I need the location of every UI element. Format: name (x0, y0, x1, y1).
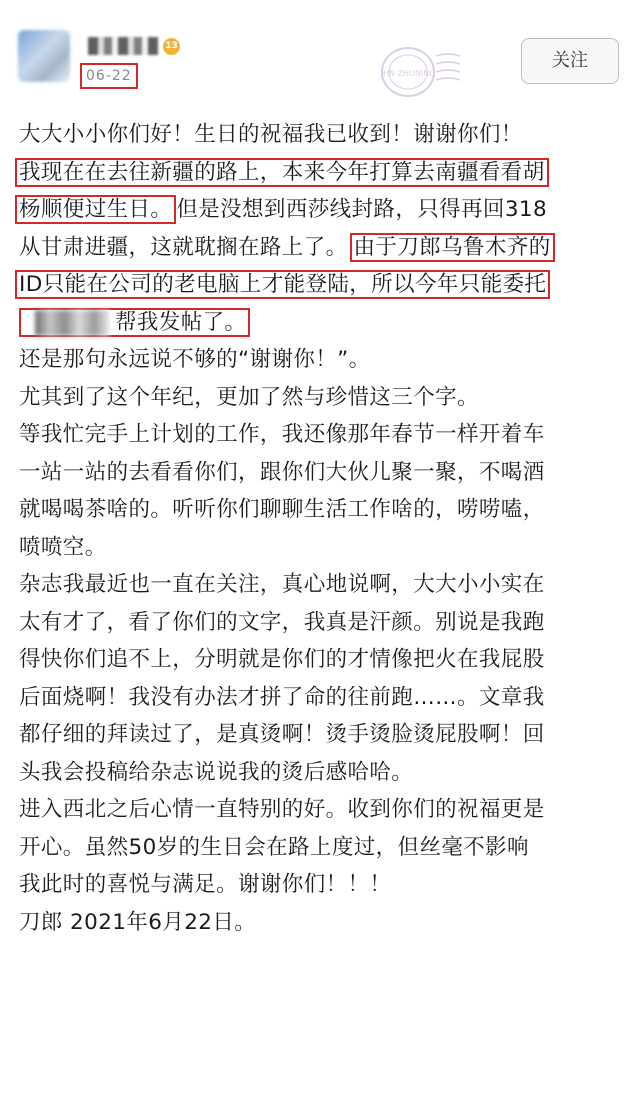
highlight-box: 由于刀郎乌鲁木齐的 (350, 233, 555, 262)
post-line: 刀郎 2021年6月22日。 (19, 909, 257, 935)
post-line (19, 154, 629, 192)
post-line (19, 266, 629, 304)
post-line: 太有才了，看了你们的文字，我真是汗颜。别说是我跑 (19, 609, 545, 635)
post-line: 喷喷空。 (19, 534, 107, 560)
post-header (0, 0, 640, 100)
avatar-blurred[interactable] (18, 30, 70, 82)
post-line: 头我会投稿给杂志说说我的烫后感哈哈。 (19, 759, 414, 785)
post-line: 进入西北之后心情一直特别的好。收到你们的祝福更是 (19, 797, 545, 822)
post-line: 就喝喝茶啥的。听听你们聊聊生活工作啥的，唠唠嗑， (19, 497, 545, 522)
post-line: 从甘肃进疆，这就耽搁在路上了。 由于刀郎乌鲁木齐的 (19, 229, 629, 267)
highlight-box: ID只能在公司的老电脑上才能登陆，所以今年只能委托 (15, 270, 550, 299)
post-line: 开心。虽然50岁的生日会在路上度过，但丝毫不影响 (19, 834, 529, 860)
blurred-name (35, 310, 109, 336)
highlight-box: 我现在在去往新疆的路上，本来今年打算去南疆看看胡 (15, 158, 549, 187)
post-line: 一站一站的去看看你们，跟你们大伙儿聚一聚，不喝酒 (19, 459, 545, 485)
post-line: 都仔细的拜读过了，是真烫啊！烫手烫脸烫屁股啊！回 (19, 722, 545, 747)
post-line: 杂志我最近也一直在关注，真心地说啊，大大小小实在 (19, 572, 545, 597)
post-body (19, 116, 629, 941)
svg-text:JHN·ZHUNING: JHN·ZHUNING (380, 69, 436, 78)
post-line: 大大小小你们好！生日的祝福我已收到！谢谢你们！ (19, 122, 523, 147)
post-line (19, 304, 629, 342)
post-line: 得快你们追不上，分明就是你们的才情像把火在我屁股 (19, 647, 545, 672)
highlight-box: 帮我发帖了。 (19, 308, 250, 337)
postmark-stamp-icon (378, 42, 462, 102)
post-date: 06-22 (80, 63, 138, 89)
highlight-box: 杨顺便过生日。 (15, 195, 176, 224)
post-line: 尤其到了这个年纪，更加了然与珍惜这三个字。 (19, 384, 479, 410)
level-badge: 13 (163, 38, 180, 55)
follow-button[interactable]: 关注 (521, 38, 619, 84)
username-blurred[interactable] (88, 37, 158, 55)
post-line: 我此时的喜悦与满足。谢谢你们！！！ (19, 872, 392, 897)
post-line: 杨顺便过生日。 但是没想到西莎线封路，只得再回318 (19, 191, 629, 229)
post-line: 还是那句永远说不够的“谢谢你！”。 (19, 347, 371, 372)
post-line: 等我忙完手上计划的工作，我还像那年春节一样开着车 (19, 422, 545, 447)
post-line: 后面烧啊！我没有办法才拼了命的往前跑……。文章我 (19, 684, 545, 710)
